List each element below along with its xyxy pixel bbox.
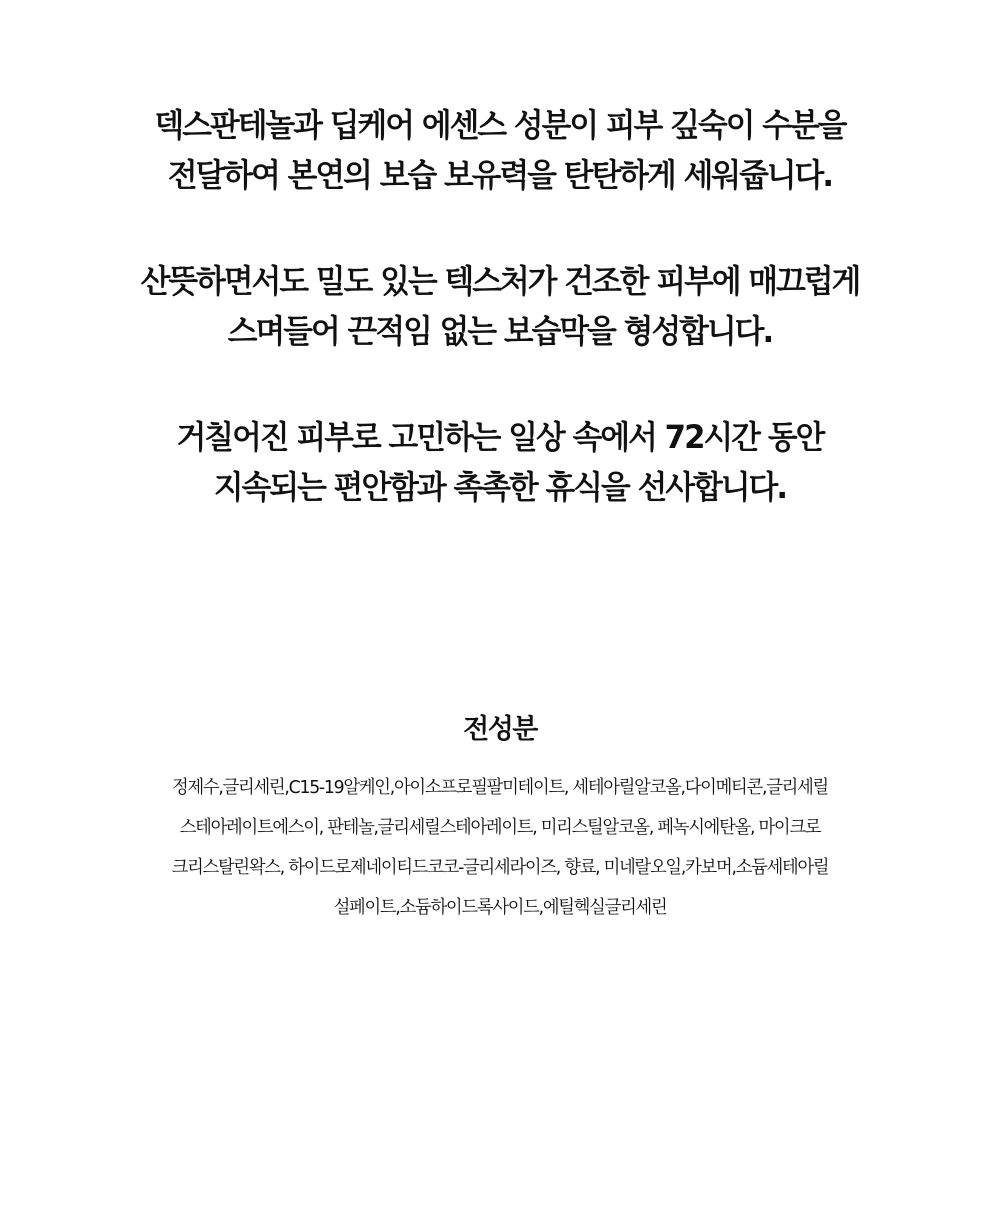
description-line: 전달하여 본연의 보습 보유력을 탄탄하게 세워줍니다. <box>167 156 833 194</box>
description-paragraph-2 <box>0 256 1000 356</box>
ingredients-section <box>0 710 1000 928</box>
ingredients-line: 스테아레이트에스이, 판테놀,글리세릴스테아레이트, 미리스틸알코올, 페녹시에탄올, 마이크로 <box>179 817 821 838</box>
ingredients-line: 설페이트,소듐하이드록사이드,에틸헥실글리세린 <box>333 897 667 918</box>
description-line: 지속되는 편안함과 촉촉한 휴식을 선사합니다. <box>213 468 787 506</box>
description-paragraph-1 <box>0 100 1000 200</box>
product-description <box>0 100 1000 512</box>
description-line: 스며들어 끈적임 없는 보습막을 형성합니다. <box>227 312 773 350</box>
description-line: 거칠어진 피부로 고민하는 일상 속에서 72시간 동안 <box>176 418 824 456</box>
ingredients-title: 전성분 <box>463 714 537 745</box>
ingredients-line: 크리스탈린왁스, 하이드로제네이티드코코-글리세라이즈, 향료, 미네랄오일,카보머,소듐세테아릴 <box>171 857 829 878</box>
description-line: 덱스판테놀과 딥케어 에센스 성분이 피부 깊숙이 수분을 <box>154 106 846 144</box>
ingredients-line: 정제수,글리세린,C15-19알케인,아이소프로필팔미테이트, 세테아릴알코올,다이메티콘,글리세릴 <box>172 777 828 798</box>
description-line: 산뜻하면서도 밀도 있는 텍스처가 건조한 피부에 매끄럽게 <box>140 262 860 300</box>
description-paragraph-3 <box>0 412 1000 512</box>
